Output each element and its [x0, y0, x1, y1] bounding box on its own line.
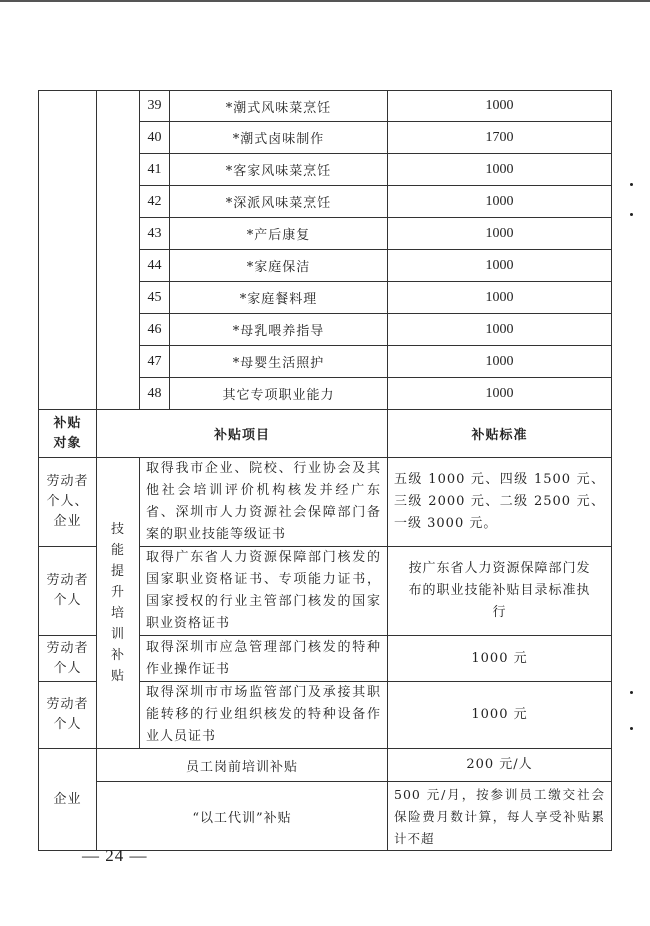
- scan-speck: [630, 213, 633, 216]
- row-amount: 1000: [388, 250, 612, 282]
- row-item: *潮式风味菜烹饪: [170, 91, 388, 122]
- enterprise-standard: 200 元/人: [388, 749, 612, 782]
- row-number: 44: [140, 250, 170, 282]
- row-number: 43: [140, 218, 170, 250]
- subsidy-object: 劳动者个人、企业: [39, 458, 97, 547]
- row-number: 46: [140, 314, 170, 346]
- row-amount: 1000: [388, 218, 612, 250]
- table-header-row: [39, 410, 612, 458]
- blank-object-cell: [39, 91, 97, 410]
- row-item: *客家风味菜烹饪: [170, 154, 388, 186]
- row-number: 41: [140, 154, 170, 186]
- subsidy-item: 取得深圳市市场监管部门及承接其职能转移的行业组织核发的特种设备作业人员证书: [140, 682, 388, 749]
- header-object: 补贴对象: [39, 410, 97, 458]
- subsidy-object: 劳动者个人: [39, 547, 97, 636]
- subsidy-item: 取得广东省人力资源保障部门核发的国家职业资格证书、专项能力证书，国家授权的行业主管部门核发的国家职业资格证书: [140, 547, 388, 636]
- table-row: [39, 458, 612, 547]
- row-amount: 1000: [388, 282, 612, 314]
- enterprise-item: 员工岗前培训补贴: [97, 749, 388, 782]
- page-number: — 24 —: [82, 846, 148, 865]
- row-amount: 1700: [388, 122, 612, 154]
- subsidy-standard: 1000 元: [388, 636, 612, 682]
- subsidy-item: 取得我市企业、院校、行业协会及其他社会培训评价机构核发并经广东省、深圳市人力资源社会保障部门备案的职业技能等级证书: [140, 458, 388, 547]
- table-row: [39, 749, 612, 782]
- subsidy-item: 取得深圳市应急管理部门核发的特种作业操作证书: [140, 636, 388, 682]
- subsidy-table-page: [38, 90, 612, 851]
- row-amount: 1000: [388, 154, 612, 186]
- blank-category-cell: [97, 91, 140, 410]
- row-item: *家庭餐料理: [170, 282, 388, 314]
- row-item: *深派风味菜烹饪: [170, 186, 388, 218]
- row-item: *母乳喂养指导: [170, 314, 388, 346]
- header-standard: 补贴标准: [388, 410, 612, 458]
- table-row: [39, 782, 612, 851]
- row-amount: 1000: [388, 346, 612, 378]
- row-amount: 1000: [388, 91, 612, 122]
- enterprise-item: “以工代训”补贴: [97, 782, 388, 851]
- skill-category: 技能提升培训补贴: [97, 458, 140, 749]
- row-number: 47: [140, 346, 170, 378]
- subsidy-standard: 五级 1000 元、四级 1500 元、三级 2000 元、二级 2500 元、一级 3000 元。: [388, 458, 612, 547]
- row-number: 48: [140, 378, 170, 410]
- subsidy-object: 劳动者个人: [39, 682, 97, 749]
- row-amount: 1000: [388, 186, 612, 218]
- enterprise-standard: 500 元/月，按参训员工缴交社会保险费月数计算，每人享受补贴累计不超: [388, 782, 612, 851]
- scan-speck: [630, 691, 633, 694]
- row-item: *产后康复: [170, 218, 388, 250]
- row-number: 39: [140, 91, 170, 122]
- enterprise-object: 企业: [39, 749, 97, 851]
- scan-speck: [630, 727, 633, 730]
- row-item: *母婴生活照护: [170, 346, 388, 378]
- row-item: 其它专项职业能力: [170, 378, 388, 410]
- row-item: *潮式卤味制作: [170, 122, 388, 154]
- row-number: 45: [140, 282, 170, 314]
- page-top-rule: [0, 0, 650, 2]
- header-item: 补贴项目: [97, 410, 388, 458]
- subsidy-object: 劳动者个人: [39, 636, 97, 682]
- row-item: *家庭保洁: [170, 250, 388, 282]
- subsidy-standard: 按广东省人力资源保障部门发布的职业技能补贴目录标准执行: [388, 547, 612, 636]
- subsidy-standard: 1000 元: [388, 682, 612, 749]
- subsidy-table: [38, 90, 612, 851]
- table-row: [39, 91, 612, 122]
- row-amount: 1000: [388, 314, 612, 346]
- scan-speck: [630, 183, 633, 186]
- row-amount: 1000: [388, 378, 612, 410]
- row-number: 42: [140, 186, 170, 218]
- row-number: 40: [140, 122, 170, 154]
